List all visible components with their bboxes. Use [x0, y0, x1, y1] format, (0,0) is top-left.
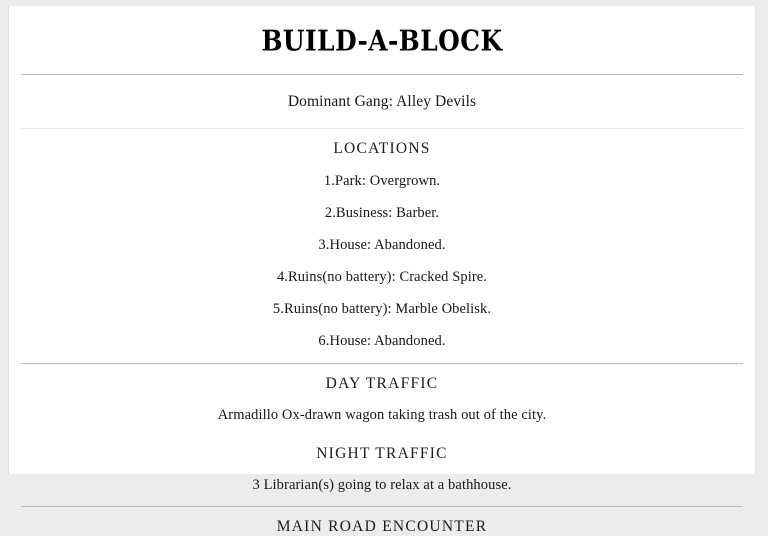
dominant-gang-line: Dominant Gang: Alley Devils [287, 93, 477, 110]
page-title: BUILD-A-BLOCK [261, 25, 503, 58]
list-item: 2.Business: Barber. [324, 205, 440, 221]
locations-section [21, 129, 743, 363]
list-item: 6.House: Abandoned. [318, 333, 446, 349]
list-item: 3.House: Abandoned. [318, 237, 446, 253]
day-traffic-heading: DAY TRAFFIC [325, 375, 439, 392]
list-item: 5.Ruins(no battery): Marble Obelisk. [272, 301, 492, 317]
main-road-encounter-heading: MAIN ROAD ENCOUNTER [276, 518, 488, 535]
document-page [8, 6, 756, 535]
dominant-gang-section [21, 75, 743, 128]
page-content [9, 6, 755, 536]
main-road-encounter-section [21, 507, 743, 536]
night-traffic-heading: NIGHT TRAFFIC [316, 445, 448, 462]
list-item: 4.Ruins(no battery): Cracked Spire. [276, 269, 488, 285]
title-block [21, 6, 743, 74]
locations-heading: LOCATIONS [333, 140, 431, 157]
day-traffic-text: Armadillo Ox-drawn wagon taking trash out of the city. [217, 407, 547, 423]
night-traffic-text: 3 Librarian(s) going to relax at a bathhouse. [252, 477, 512, 493]
locations-list [21, 173, 743, 350]
list-item: 1.Park: Overgrown. [323, 173, 441, 189]
traffic-section [21, 364, 743, 506]
